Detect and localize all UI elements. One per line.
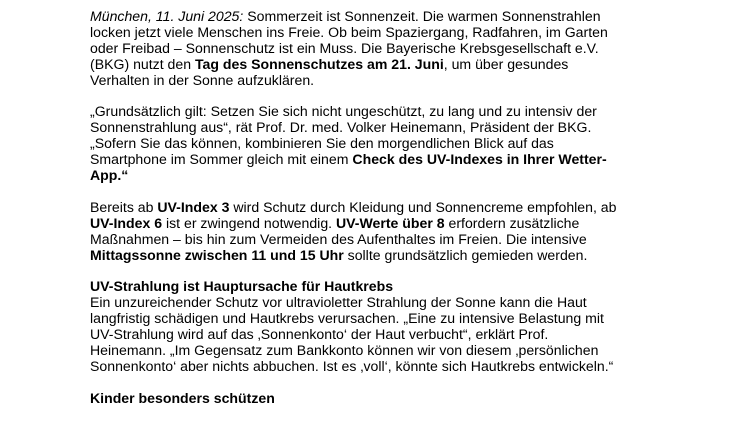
- text-line: Smartphone im Sommer gleich mit einem Check des UV-Indexes in Ihrer Wetter-: [90, 151, 607, 168]
- hautkrebs-section: [90, 279, 670, 374]
- uv-check-highlight: Check des UV-Indexes in Ihrer Wetter-: [352, 151, 607, 168]
- intro-paragraph: [90, 9, 670, 89]
- kinder-section: [90, 391, 670, 407]
- section-heading: UV-Strahlung ist Hauptursache für Hautkrebs: [90, 278, 394, 295]
- midday-sun-highlight: Mittagssonne zwischen 11 und 15 Uhr: [90, 246, 344, 263]
- text-line: Maßnahmen – bis hin zum Vermeiden des Aufenthaltes im Freien. Die intensive: [90, 230, 587, 247]
- press-release-body: [90, 9, 670, 422]
- text-line: Sonnenstrahlung aus“, rät Prof. Dr. med. Volker Heinemann, Präsident der BKG.: [90, 119, 592, 136]
- text-line: Verhalten in der Sonne aufzuklären.: [90, 71, 315, 88]
- dateline: München, 11. Juni 2025:: [90, 8, 244, 24]
- quote-paragraph: [90, 104, 670, 184]
- uv-index-3-highlight: UV-Index 3: [157, 198, 230, 215]
- event-highlight: Tag des Sonnenschutzes am 21. Juni: [194, 55, 444, 72]
- uv-8-highlight: UV-Werte über 8: [335, 214, 445, 231]
- text-line: oder Freibad – Sonnenschutz ist ein Muss. Die Bayerische Krebsgesellschaft e.V.: [90, 39, 599, 56]
- text-line: München, 11. Juni 2025: Sommerzeit ist Sonnenzeit. Die warmen Sonnenstrahlen: [90, 8, 601, 24]
- text-line: locken jetzt viele Menschen ins Freie. Ob beim Spaziergang, Radfahren, im Garten: [90, 23, 608, 40]
- text-line: Bereits ab UV-Index 3 wird Schutz durch Kleidung und Sonnencreme empfohlen, ab: [90, 198, 617, 215]
- text-line: UV-Strahlung wird auf das ‚Sonnenkonto‘ der Haut verbucht“, erklärt Prof.: [90, 326, 549, 343]
- text-line: (BKG) nutzt den Tag des Sonnenschutzes am 21. Juni, um über gesundes: [90, 55, 569, 72]
- uv-index-paragraph: [90, 200, 670, 264]
- text-line: Sonnenkonto‘ aber nichts abbuchen. Ist es ‚voll‘, könnte sich Hautkrebs entwickeln.“: [90, 357, 614, 374]
- text-line: „Grundsätzlich gilt: Setzen Sie sich nicht ungeschützt, zu lang und zu intensiv der: [90, 103, 597, 120]
- text-line: „Sofern Sie das können, kombinieren Sie den morgendlichen Blick auf das: [90, 135, 554, 152]
- text-line: langfristig schädigen und Hautkrebs verursachen. „Eine zu intensive Belastung mit: [90, 310, 604, 327]
- uv-index-6-highlight: UV-Index 6: [90, 214, 163, 231]
- text-line: Heinemann. „Im Gegensatz zum Bankkonto können wir von diesem ‚persönlichen: [90, 341, 599, 358]
- text-line: Mittagssonne zwischen 11 und 15 Uhr sollte grundsätzlich gemieden werden.: [90, 246, 588, 263]
- text-line: App.“: [90, 167, 129, 184]
- text-line: Ein unzureichender Schutz vor ultravioletter Strahlung der Sonne kann die Haut: [90, 294, 587, 311]
- section-heading: Kinder besonders schützen: [90, 389, 275, 406]
- text-line: UV-Index 6 ist er zwingend notwendig. UV-Werte über 8 erfordern zusätzliche: [90, 214, 580, 231]
